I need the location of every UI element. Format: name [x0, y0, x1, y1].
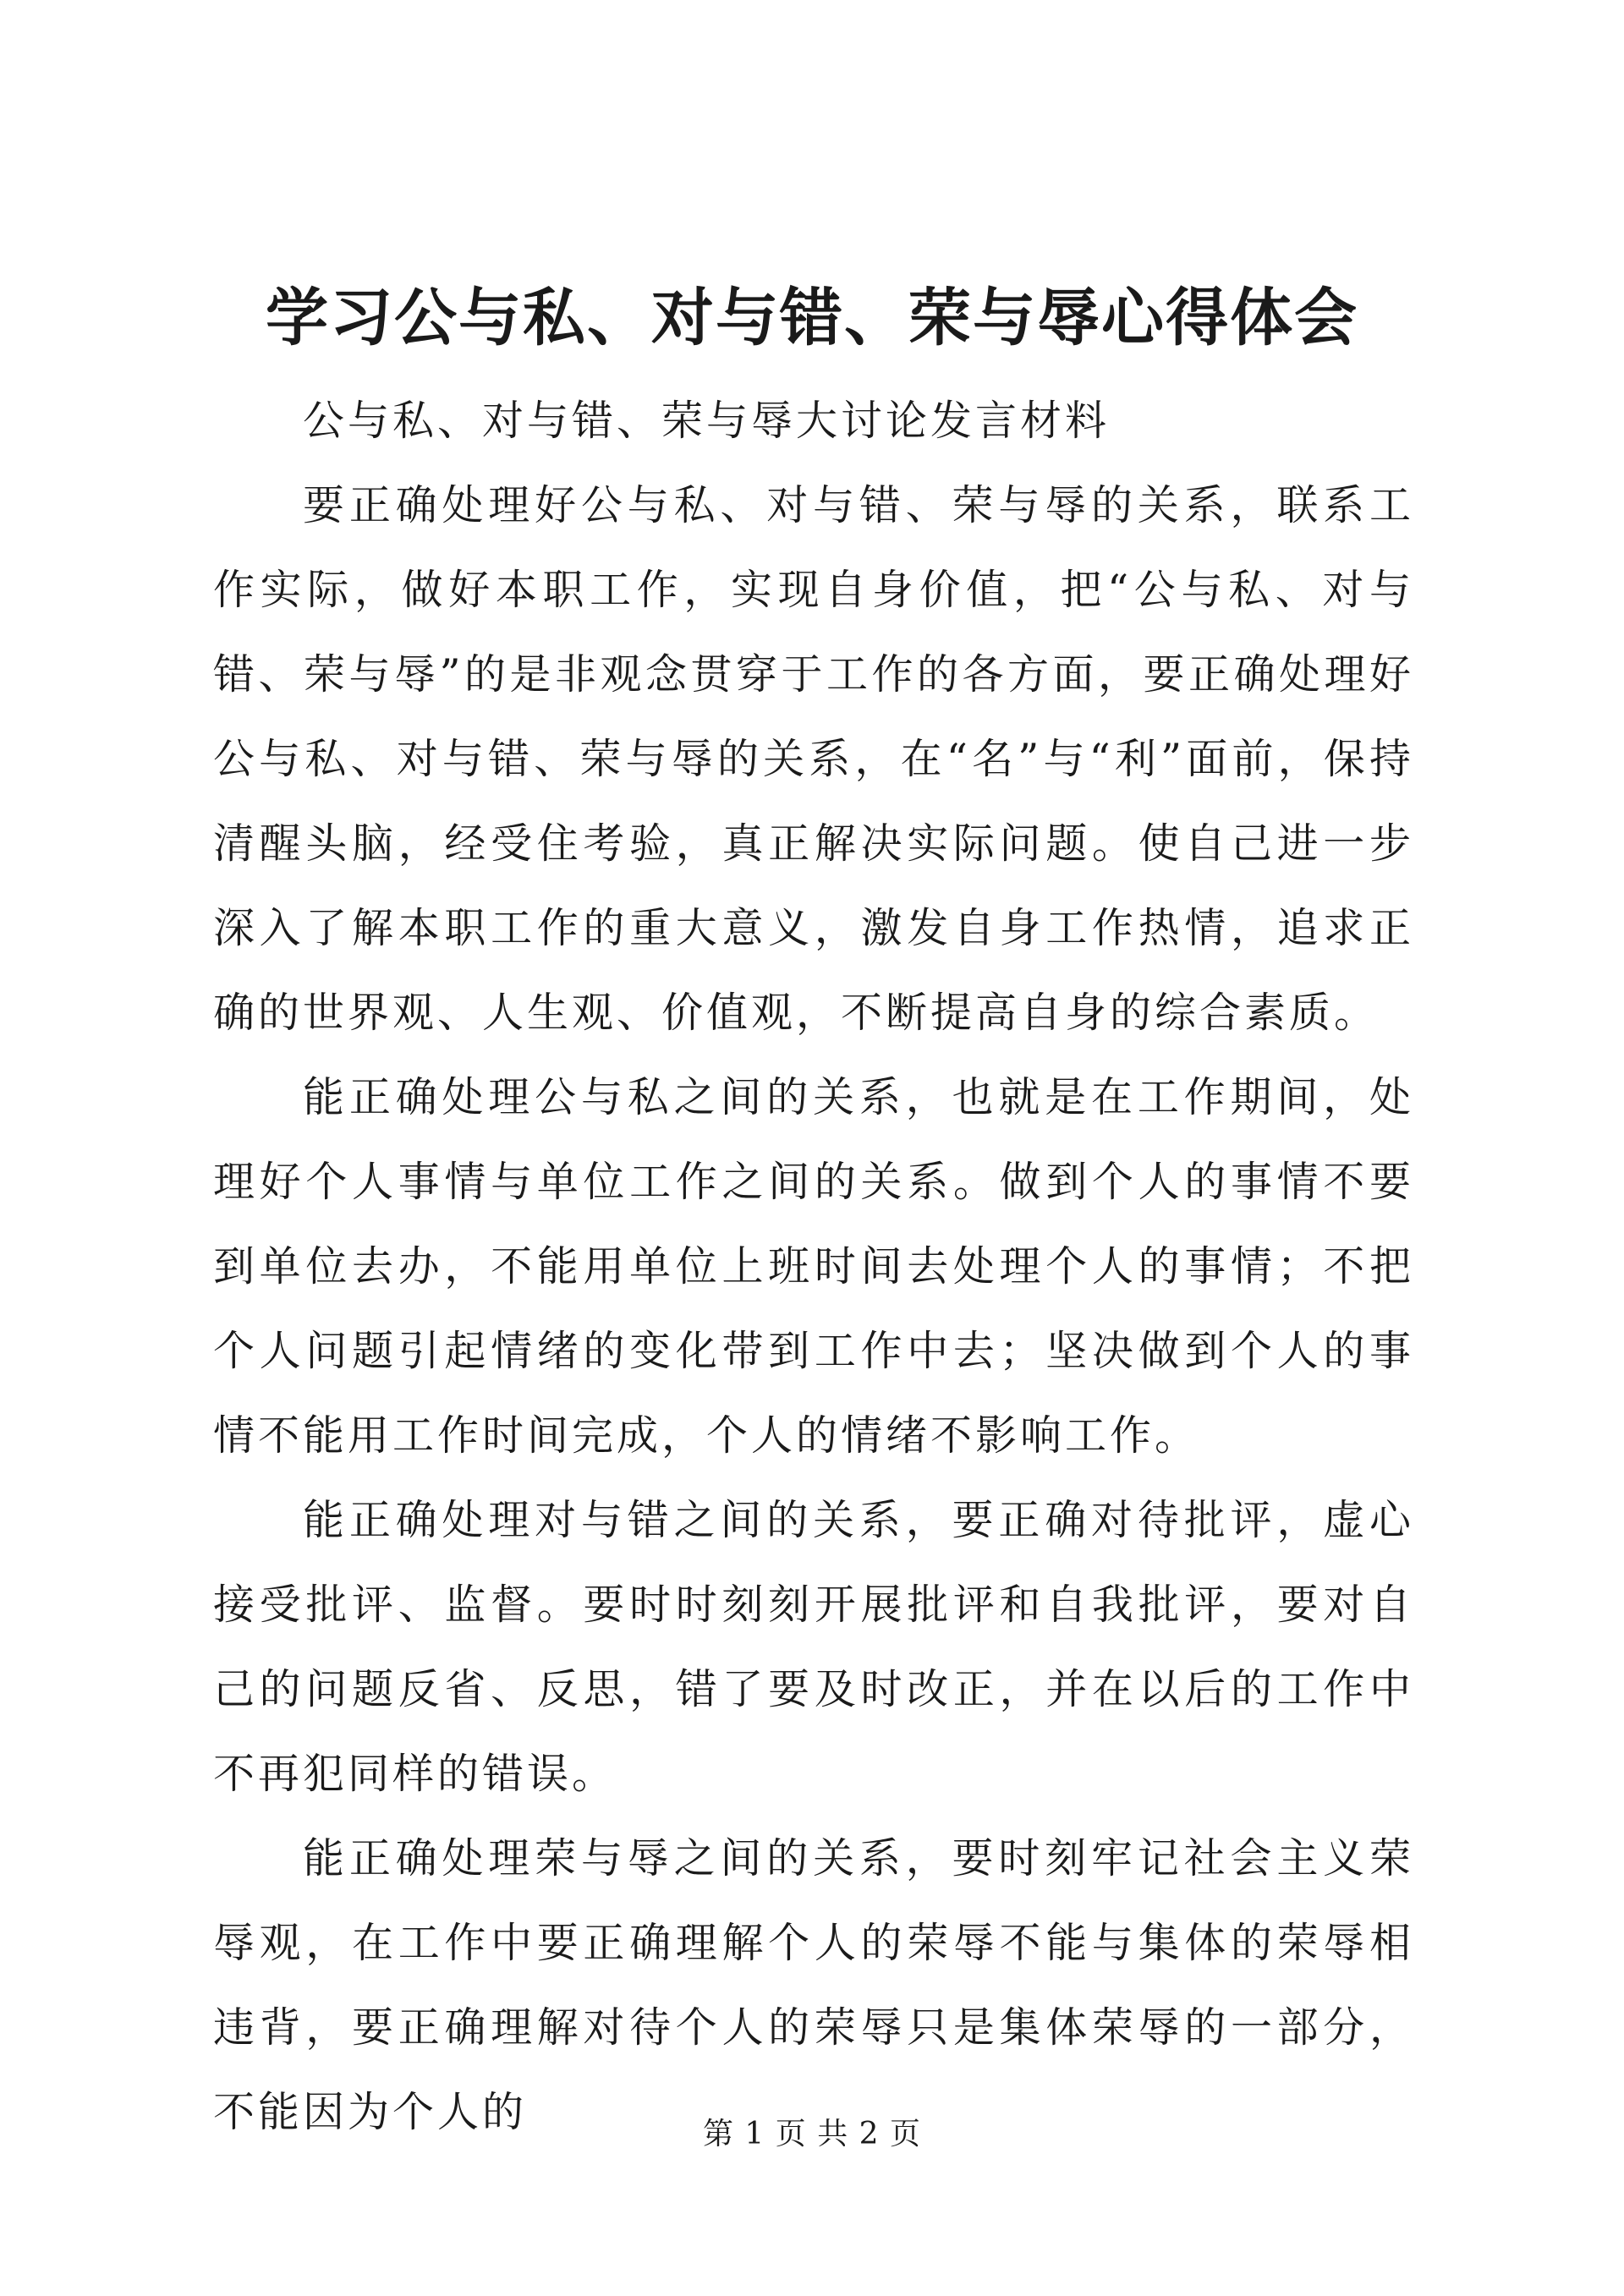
document-title: 学习公与私、对与错、荣与辱心得体会	[266, 282, 1358, 354]
document-subtitle: 公与私、对与错、荣与辱大讨论发言材料	[303, 397, 1111, 445]
page-number-footer: 第 1 页 共 2 页	[702, 2117, 922, 2151]
paragraph-1: 要正确处理好公与私、对与错、荣与辱的关系，联系工作实际，做好本职工作，实现自身价值，把“公与私、对与错、荣与辱”的是非观念贯穿于工作的各方面，要正确处理好公与私、对与错、荣与辱的关系，在“名”与“利”面前，保持清醒头脑，经受住考验，真正解决实际问题。使自己进一步深入了解本职工作的重大意义，激发自身工作热情，追求正确的世界观、人生观、价值观，不断提高自身的综合素质。	[213, 481, 1414, 1037]
paragraph-4: 能正确处理荣与辱之间的关系，要时刻牢记社会主义荣辱观，在工作中要正确理解个人的荣辱不能与集体的荣辱相违背，要正确理解对待个人的荣辱只是集体荣辱的一部分，不能因为个人的	[213, 1834, 1414, 2136]
paragraph-3: 能正确处理对与错之间的关系，要正确对待批评，虚心接受批评、监督。要时时刻刻开展批评和自我批评，要对自己的问题反省、反思，错了要及时改正，并在以后的工作中不再犯同样的错误。	[213, 1496, 1414, 1798]
paragraph-2: 能正确处理公与私之间的关系，也就是在工作期间，处理好个人事情与单位工作之间的关系。做到个人的事情不要到单位去办，不能用单位上班时间去处理个人的事情；不把个人问题引起情绪的变化带到工作中去；坚决做到个人的事情不能用工作时间完成，个人的情绪不影响工作。	[213, 1073, 1414, 1460]
document-body	[213, 379, 1414, 2155]
